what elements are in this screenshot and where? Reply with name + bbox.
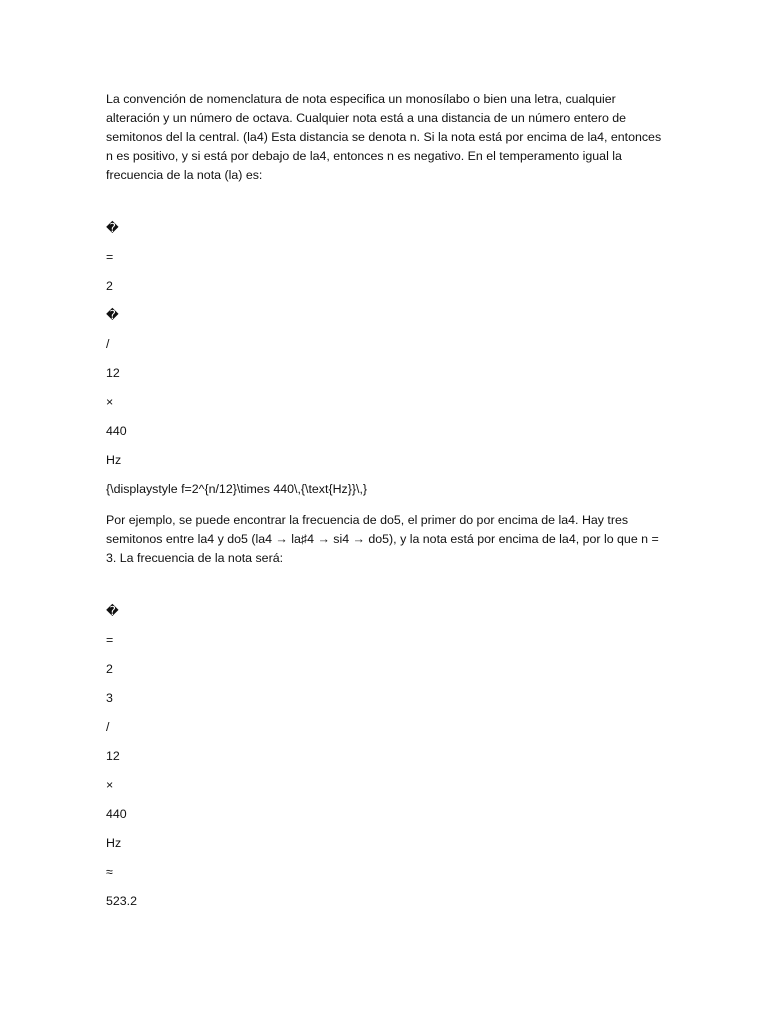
formula-1-line: 440 [106,424,127,438]
document-page [106,90,666,921]
formula-2-line: / [106,720,110,734]
formula-2-line: 12 [106,749,120,763]
formula-2-line: × [106,778,114,792]
formula-2-line: Hz [106,836,122,850]
intro-paragraph: La convención de nomenclatura de nota especifica un monosílabo o bien una letra, cualquier alteración y un número de octava. Cualquier nota está a una distancia de un número entero de semitonos del la central. (la4) Esta distancia se denota n. Si la nota está por encima de la4, entonces n es positivo, y si está por debajo de la4, entonces n es negativo. En el temperamento igual la frecuencia de la nota (la) es: [106,92,662,182]
formula-1-line: = [106,250,114,264]
formula-1-line: Hz [106,453,122,467]
formula-2-block [106,602,666,921]
formula-1-line: � [106,308,119,322]
formula-2-line: ≈ [106,865,113,879]
formula-1-line: / [106,337,110,351]
formula-2-line: 523.2 [106,894,138,908]
formula-1-line: � [106,221,119,235]
formula-2-line: � [106,604,119,618]
formula-1-line: 2 [106,279,113,293]
formula-1-line: 12 [106,366,120,380]
formula-2-line: 2 [106,662,113,676]
formula-2-line: = [106,633,114,647]
formula-1-block [106,219,666,509]
formula-1-line: × [106,395,114,409]
formula-2-line: 3 [106,691,113,705]
example-paragraph: Por ejemplo, se puede encontrar la frecuencia de do5, el primer do por encima de la4. Hay tres semitonos entre la4 y do5 (la4 → la♯4 → si4 → do5), y la nota está por encima de la4, por lo que n = 3. La frecuencia de la nota será: [106,513,659,565]
formula-2-line: 440 [106,807,127,821]
formula-1-latex: {\displaystyle f=2^{n/12}\times 440\,{\text{Hz}}\,} [106,482,368,496]
